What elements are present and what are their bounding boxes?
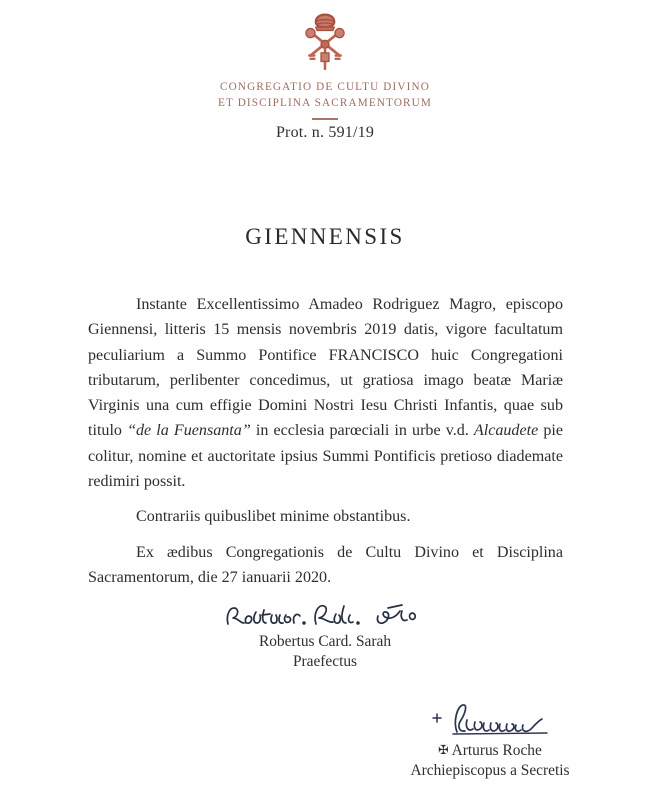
paragraph-grant-part-2: in ecclesia parœciali in urbe v.d. [250,422,474,440]
episcopal-cross-icon: ✠ [438,743,449,757]
handwritten-signature-icon-secretary [395,700,585,740]
place-name-alcaudete: Alcaudete [473,422,539,440]
paragraph-grant [88,292,563,494]
paragraph-notwithstanding: Contrariis quibuslibet minime obstantibus. [136,508,411,526]
letterhead [0,8,650,142]
papal-coat-of-arms-icon [292,8,358,74]
protocol-divider [312,118,338,120]
document-body [88,292,563,590]
dicastery-name [0,80,650,111]
prefect-name: Robertus Card. Sarah [258,633,392,650]
secretary-name-text: Arturus Roche [451,742,542,759]
signature-block-prefect [175,598,475,672]
protocol-number: Prot. n. 591/19 [275,123,375,141]
paragraph-dateline: Ex ædibus Congregationis de Cultu Divino et Disciplina Sacramentorum, die 27 ianuarii 2020. [88,543,563,586]
secretary-role: Archiepiscopus a Secretis [410,762,570,779]
prefect-role: Praefectus [292,653,358,670]
dicastery-name-line-1: CONGREGATIO DE CULTU DIVINO [220,81,430,93]
signature-block-secretary [345,700,635,781]
paragraph-grant-part-3: pie colitur, nomine et auctoritate ipsius Summi Pontificis pretioso diademate redimiri possit. [88,422,563,491]
marian-title-quoted: “de la Fuensanta” [127,422,251,440]
handwritten-signature-icon-prefect [220,598,430,632]
dicastery-name-line-2: ET DISCIPLINA SACRAMENTORUM [217,96,432,109]
secretary-name [345,740,635,761]
document-title: GIENNENSIS [245,224,405,249]
paragraph-grant-part-1: Instante Excellentissimo Amadeo Rodriguez Magro, episcopo Giennensi, litteris 15 mensis novembris 2019 datis, vigore facultatum peculiarium a Summo Pontifice FRANCISCO huic Congregationi tributarum, perlibenter concedimus, ut gratiosa imago beatæ Mariæ Virginis una cum effigie Domini Nostri Iesu Christi Infantis, quae sub titulo [88,296,563,440]
